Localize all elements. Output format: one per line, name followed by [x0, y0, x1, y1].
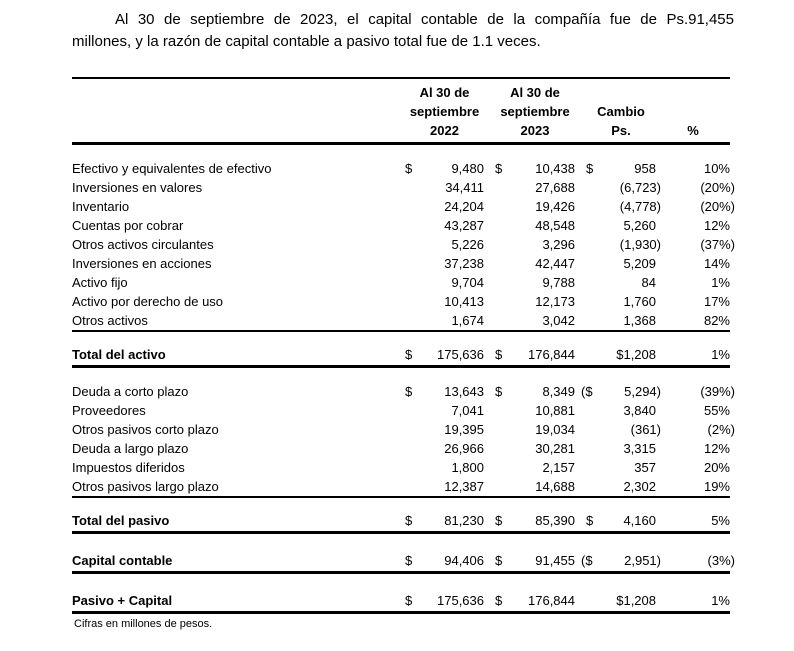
row-label: Activo fijo — [72, 275, 128, 290]
value-percent: (2%) — [707, 422, 735, 437]
value-cambio: 958 — [634, 161, 656, 176]
currency-symbol-cambio: $ — [586, 513, 594, 528]
value-cambio: 1,368 — [623, 313, 656, 328]
total-row-wrap — [72, 511, 730, 534]
value-cambio: (1,930) — [619, 237, 661, 252]
value-2022: 175,636 — [437, 593, 484, 608]
value-2023: 14,688 — [535, 479, 575, 494]
value-cambio: 5,294) — [624, 384, 661, 399]
currency-symbol-2022: $ — [405, 161, 413, 176]
header-col-cambio — [586, 83, 656, 140]
row-label: Otros pasivos corto plazo — [72, 422, 219, 437]
value-percent: 17% — [703, 294, 730, 309]
value-cambio: $1,208 — [616, 347, 656, 362]
currency-symbol-2022: $ — [405, 553, 413, 568]
value-2023: 176,844 — [528, 593, 575, 608]
value-2022: 24,204 — [444, 199, 484, 214]
total-row — [72, 511, 730, 530]
value-percent: 20% — [703, 460, 730, 475]
header-2022-line3: 2022 — [430, 123, 459, 138]
value-percent: (20%) — [700, 180, 735, 195]
header-2023-line2: septiembre — [500, 104, 570, 119]
table-body — [72, 145, 735, 614]
table-row — [72, 197, 735, 216]
table-row — [72, 254, 730, 273]
value-2023: 48,548 — [535, 218, 575, 233]
table-row — [72, 401, 730, 420]
row-label: Deuda a largo plazo — [72, 441, 189, 456]
value-percent: 82% — [703, 313, 730, 328]
table-section — [72, 368, 735, 498]
row-label: Cuentas por cobrar — [72, 218, 184, 233]
value-cambio: (4,778) — [619, 199, 661, 214]
value-2023: 42,447 — [535, 256, 575, 271]
value-2023: 19,034 — [535, 422, 575, 437]
currency-symbol-2023: $ — [495, 593, 503, 608]
currency-symbol-2022: $ — [405, 347, 413, 362]
table-row — [72, 420, 735, 439]
currency-symbol-2023: $ — [495, 553, 503, 568]
header-col-2022 — [405, 83, 484, 140]
value-percent: 1% — [711, 593, 730, 608]
value-2022: 12,387 — [444, 479, 484, 494]
value-cambio: 5,209 — [623, 256, 656, 271]
header-cambio-line1: Cambio — [597, 104, 645, 119]
header-col-2023 — [495, 83, 575, 140]
row-label: Total del activo — [72, 347, 166, 362]
intro-line-2: millones, y la razón de capital contable a pasivo total fue de 1.1 veces. — [72, 32, 541, 50]
row-label: Deuda a corto plazo — [72, 384, 189, 399]
value-2022: 9,704 — [451, 275, 484, 290]
value-2022: 13,643 — [444, 384, 484, 399]
value-percent: 55% — [703, 403, 730, 418]
value-2022: 9,480 — [451, 161, 484, 176]
value-2023: 3,042 — [542, 313, 575, 328]
value-2022: 19,395 — [444, 422, 484, 437]
value-percent: 19% — [703, 479, 730, 494]
table-header — [72, 77, 730, 145]
table-row — [72, 477, 730, 496]
row-label: Inversiones en acciones — [72, 256, 212, 271]
table-footnote: Cifras en millones de pesos. — [74, 618, 213, 630]
table-row — [72, 235, 735, 254]
table-row — [72, 458, 730, 477]
row-label: Proveedores — [72, 403, 146, 418]
header-col-percent — [656, 83, 730, 140]
currency-symbol-cambio: ($ — [581, 384, 593, 399]
currency-symbol-2023: $ — [495, 347, 503, 362]
table-section — [72, 145, 735, 332]
table-row — [72, 382, 735, 401]
value-2022: 10,413 — [444, 294, 484, 309]
row-label: Inversiones en valores — [72, 180, 203, 195]
total-row — [72, 591, 730, 610]
row-label: Total del pasivo — [72, 513, 170, 528]
value-2023: 85,390 — [535, 513, 575, 528]
value-percent: (37%) — [700, 237, 735, 252]
value-2023: 30,281 — [535, 441, 575, 456]
value-cambio: 3,840 — [623, 403, 656, 418]
value-cambio: 357 — [634, 460, 656, 475]
value-2022: 26,966 — [444, 441, 484, 456]
row-label: Capital contable — [72, 553, 173, 568]
value-cambio: $1,208 — [616, 593, 656, 608]
value-percent: 12% — [703, 441, 730, 456]
row-label: Activo por derecho de uso — [72, 294, 224, 309]
value-2022: 81,230 — [444, 513, 484, 528]
value-cambio: 3,315 — [623, 441, 656, 456]
value-2023: 12,173 — [535, 294, 575, 309]
value-cambio: 4,160 — [623, 513, 656, 528]
value-cambio: 5,260 — [623, 218, 656, 233]
currency-symbol-2022: $ — [405, 593, 413, 608]
value-cambio: 2,951) — [624, 553, 661, 568]
currency-symbol-2022: $ — [405, 384, 413, 399]
value-2023: 3,296 — [542, 237, 575, 252]
row-label: Pasivo + Capital — [72, 593, 173, 608]
total-row-wrap — [72, 345, 730, 368]
value-percent: 10% — [703, 161, 730, 176]
currency-symbol-cambio: $ — [586, 161, 594, 176]
value-2022: 94,406 — [444, 553, 484, 568]
currency-symbol-2023: $ — [495, 161, 503, 176]
table-row — [72, 178, 735, 197]
total-row — [72, 345, 730, 364]
currency-symbol-2023: $ — [495, 384, 503, 399]
value-2022: 175,636 — [437, 347, 484, 362]
row-label: Otros pasivos largo plazo — [72, 479, 219, 494]
value-2023: 27,688 — [535, 180, 575, 195]
value-percent: 14% — [703, 256, 730, 271]
header-2023-line1: Al 30 de — [510, 85, 560, 100]
row-label: Otros activos circulantes — [72, 237, 214, 252]
table-row — [72, 311, 730, 330]
intro-line-1: Al 30 de septiembre de 2023, el capital contable de la compañía fue de Ps.91,455 — [115, 11, 734, 28]
value-percent: (20%) — [700, 199, 735, 214]
header-cambio-line2: Ps. — [611, 123, 631, 138]
value-cambio: 1,760 — [623, 294, 656, 309]
currency-symbol-2022: $ — [405, 513, 413, 528]
table-row — [72, 159, 730, 178]
value-2022: 34,411 — [445, 180, 484, 195]
value-percent: 5% — [711, 513, 730, 528]
intro-paragraph — [72, 9, 734, 52]
value-2023: 176,844 — [528, 347, 575, 362]
value-2023: 9,788 — [542, 275, 575, 290]
value-2022: 37,238 — [444, 256, 484, 271]
currency-symbol-2023: $ — [495, 513, 503, 528]
value-percent: 1% — [711, 275, 730, 290]
table-row — [72, 439, 730, 458]
row-label: Inventario — [72, 199, 130, 214]
value-cambio: 2,302 — [623, 479, 656, 494]
header-2022-line1: Al 30 de — [419, 85, 470, 100]
value-percent: 1% — [711, 347, 730, 362]
total-row-wrap — [72, 551, 735, 574]
row-label: Efectivo y equivalentes de efectivo — [72, 161, 272, 176]
row-label: Impuestos diferidos — [72, 460, 185, 475]
value-2022: 5,226 — [451, 237, 484, 252]
value-cambio: 84 — [641, 275, 656, 290]
value-2022: 7,041 — [451, 403, 484, 418]
value-percent: 12% — [703, 218, 730, 233]
value-cambio: (361) — [630, 422, 661, 437]
table-row — [72, 292, 730, 311]
value-2023: 8,349 — [542, 384, 575, 399]
value-2023: 2,157 — [542, 460, 575, 475]
value-2023: 19,426 — [535, 199, 575, 214]
value-cambio: (6,723) — [619, 180, 661, 195]
value-2022: 43,287 — [444, 218, 484, 233]
value-2023: 91,455 — [535, 553, 575, 568]
total-row-wrap — [72, 591, 730, 614]
currency-symbol-cambio: ($ — [581, 553, 593, 568]
row-label: Otros activos — [72, 313, 148, 328]
value-2022: 1,674 — [451, 313, 484, 328]
value-percent: (39%) — [700, 384, 735, 399]
header-2022-line2: septiembre — [409, 104, 480, 119]
table-row — [72, 216, 730, 235]
value-2023: 10,881 — [535, 403, 575, 418]
header-percent-label: % — [687, 123, 699, 138]
total-row — [72, 551, 735, 570]
value-percent: (3%) — [707, 553, 735, 568]
header-2023-line3: 2023 — [520, 123, 550, 138]
table-row — [72, 273, 730, 292]
value-2023: 10,438 — [535, 161, 575, 176]
balance-sheet-table — [72, 77, 735, 614]
value-2022: 1,800 — [451, 460, 484, 475]
